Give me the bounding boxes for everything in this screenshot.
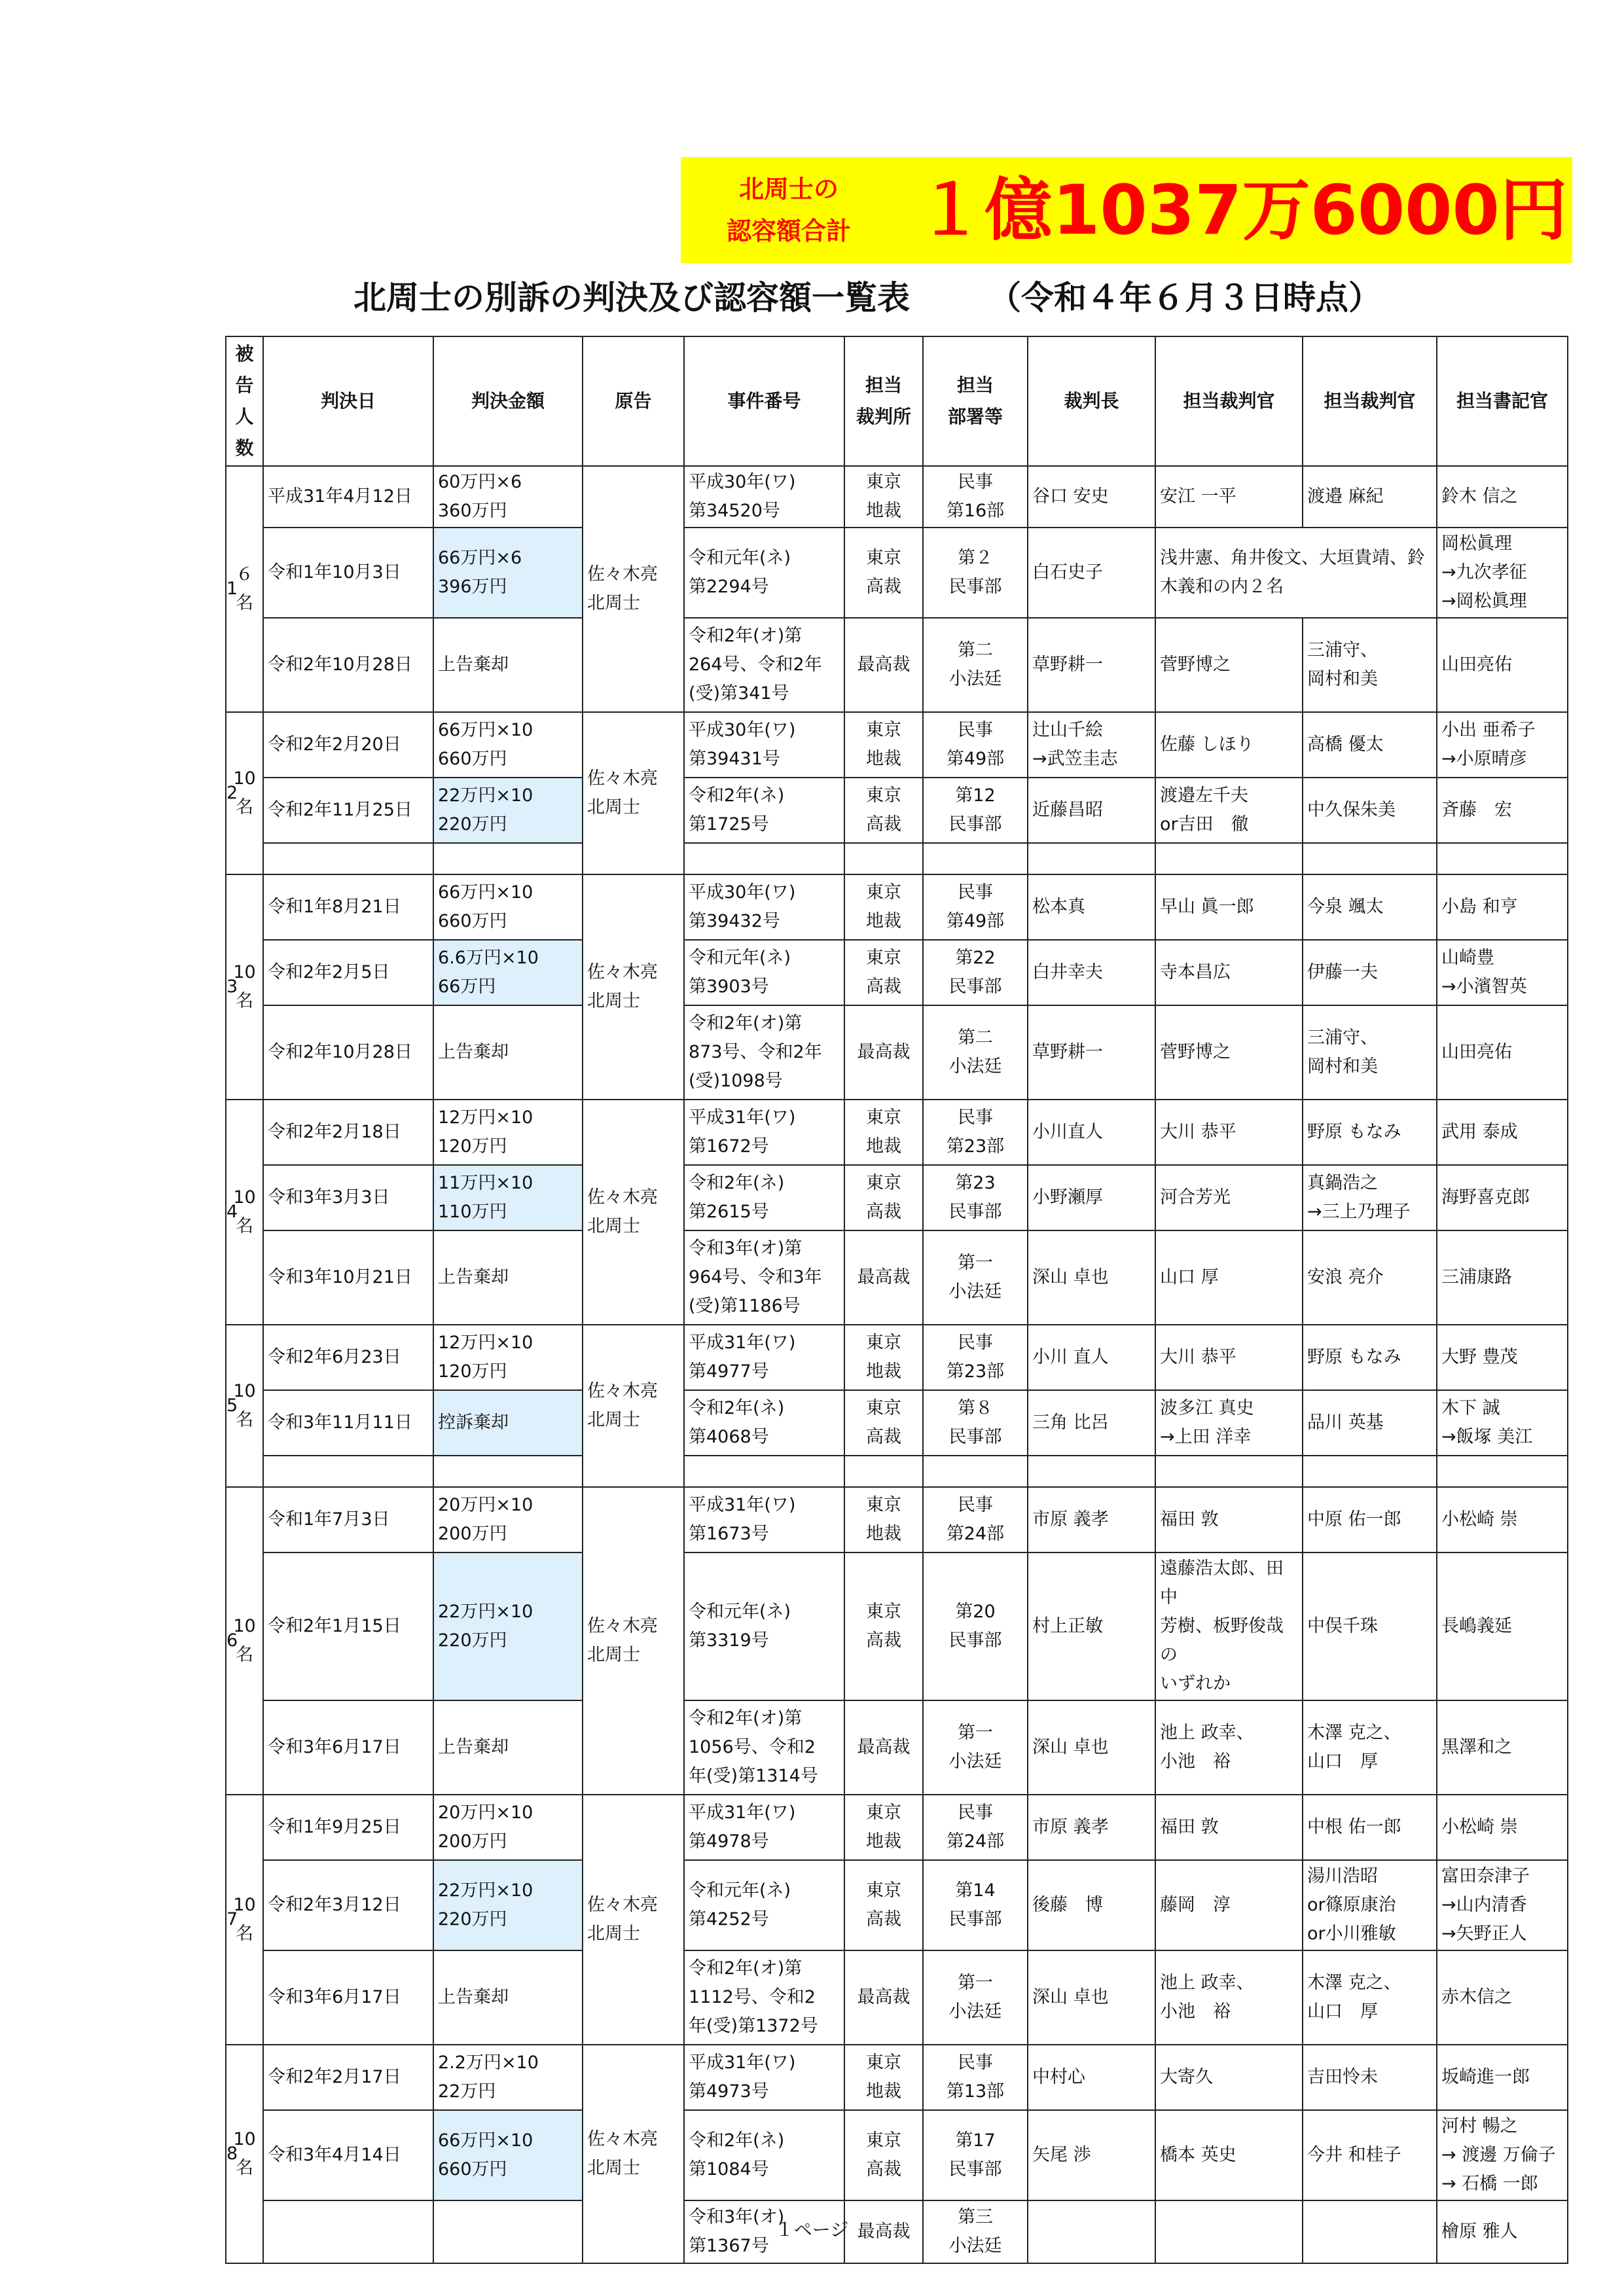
presiding-judge: 小川 直人 bbox=[1028, 1325, 1155, 1390]
presiding-judge: 草野耕一 bbox=[1028, 618, 1155, 712]
group-number: 2 bbox=[223, 712, 226, 874]
judgment-date: 令和3年4月14日 bbox=[263, 2110, 433, 2200]
table-row bbox=[223, 843, 1568, 874]
table-row bbox=[223, 1552, 1568, 1700]
judgment-amount: 上告棄却 bbox=[433, 1005, 583, 1100]
court: 東京 地裁 bbox=[844, 1487, 923, 1552]
group-number: 1 bbox=[223, 466, 226, 712]
plaintiff: 佐々木亮 北周士 bbox=[583, 874, 684, 1100]
header-plaintiff: 原告 bbox=[583, 336, 684, 466]
presiding-judge: 白石史子 bbox=[1028, 528, 1155, 618]
clerk: 岡松眞理 →九次孝征 →岡松眞理 bbox=[1437, 528, 1568, 618]
plaintiff: 佐々木亮 北周士 bbox=[583, 1795, 684, 2045]
clerk bbox=[1437, 1456, 1568, 1487]
clerk bbox=[1437, 843, 1568, 874]
division: 民事 第13部 bbox=[923, 2045, 1028, 2110]
presiding-judge: 谷口 安史 bbox=[1028, 466, 1155, 528]
clerk: 檜原 雅人 bbox=[1437, 2200, 1568, 2263]
header-division: 担当 部署等 bbox=[923, 336, 1028, 466]
assigned-judge-1: 福田 敦 bbox=[1155, 1795, 1303, 1860]
table-row bbox=[223, 1165, 1568, 1230]
assigned-judge-2: 野原 もなみ bbox=[1303, 1325, 1437, 1390]
assigned-judge-1: 安江 一平 bbox=[1155, 466, 1303, 528]
group-number: 7 bbox=[223, 1795, 226, 2045]
header-judge-1: 担当裁判官 bbox=[1155, 336, 1303, 466]
court: 最高裁 bbox=[844, 2200, 923, 2263]
clerk: 鈴木 信之 bbox=[1437, 466, 1568, 528]
court: 東京 高裁 bbox=[844, 528, 923, 618]
judgment-amount: 22万円×10 220万円 bbox=[433, 778, 583, 843]
assigned-judge-1: 大川 恭平 bbox=[1155, 1100, 1303, 1165]
table-row bbox=[223, 1860, 1568, 1950]
judgment-date: 令和2年2月17日 bbox=[263, 2045, 433, 2110]
judgment-amount: 上告棄却 bbox=[433, 1950, 583, 2045]
judgment-amount: 上告棄却 bbox=[433, 1700, 583, 1795]
judgment-date: 令和1年7月3日 bbox=[263, 1487, 433, 1552]
table-row bbox=[223, 778, 1568, 843]
group-number: 5 bbox=[223, 1325, 226, 1487]
clerk: 河村 暢之 → 渡邊 万倫子 → 石橋 一郎 bbox=[1437, 2110, 1568, 2200]
division: 第20 民事部 bbox=[923, 1552, 1028, 1700]
document-title-main: 北周士の別訴の判決及び認容額一覧表 bbox=[353, 279, 910, 317]
clerk: 木下 誠 →飯塚 美江 bbox=[1437, 1390, 1568, 1456]
clerk: 小松崎 崇 bbox=[1437, 1795, 1568, 1860]
court: 最高裁 bbox=[844, 1230, 923, 1325]
court: 東京 地裁 bbox=[844, 874, 923, 940]
table-row bbox=[223, 528, 1568, 618]
document-title-date: （令和４年６月３日時点） bbox=[988, 279, 1381, 317]
court: 東京 高裁 bbox=[844, 940, 923, 1005]
court: 東京 地裁 bbox=[844, 1325, 923, 1390]
division: 民事 第16部 bbox=[923, 466, 1028, 528]
plaintiff: 佐々木亮 北周士 bbox=[583, 1325, 684, 1487]
court: 東京 高裁 bbox=[844, 2110, 923, 2200]
judgment-amount bbox=[433, 1456, 583, 1487]
judgment-amount: 20万円×10 200万円 bbox=[433, 1487, 583, 1552]
header-court: 担当 裁判所 bbox=[844, 336, 923, 466]
case-number: 平成31年(ワ) 第1673号 bbox=[684, 1487, 844, 1552]
division: 第２ 民事部 bbox=[923, 528, 1028, 618]
case-number: 令和元年(ネ) 第3319号 bbox=[684, 1552, 844, 1700]
total-amount-value: １億1037万6000円 bbox=[916, 170, 1568, 250]
presiding-judge: 白井幸夫 bbox=[1028, 940, 1155, 1005]
judgment-date: 令和2年1月15日 bbox=[263, 1552, 433, 1700]
assigned-judge-2: 今井 和桂子 bbox=[1303, 2110, 1437, 2200]
presiding-judge: 辻山千絵 →武笠圭志 bbox=[1028, 712, 1155, 778]
presiding-judge: 深山 卓也 bbox=[1028, 1700, 1155, 1795]
group-number: 6 bbox=[223, 1487, 226, 1795]
division: 第22 民事部 bbox=[923, 940, 1028, 1005]
defendant-count: 10 名 bbox=[226, 874, 263, 1100]
presiding-judge: 小野瀬厚 bbox=[1028, 1165, 1155, 1230]
plaintiff: 佐々木亮 北周士 bbox=[583, 2045, 684, 2263]
case-number: 平成31年(ワ) 第4977号 bbox=[684, 1325, 844, 1390]
division: 第12 民事部 bbox=[923, 778, 1028, 843]
assigned-judge-1: 渡邉左千夫 or吉田 徹 bbox=[1155, 778, 1303, 843]
assigned-judge-1: 佐藤 しほり bbox=[1155, 712, 1303, 778]
case-number: 平成31年(ワ) 第1672号 bbox=[684, 1100, 844, 1165]
division bbox=[923, 1456, 1028, 1487]
division: 民事 第23部 bbox=[923, 1100, 1028, 1165]
group-number: 4 bbox=[223, 1100, 226, 1325]
assigned-judge-2: 吉田怜未 bbox=[1303, 2045, 1437, 2110]
judgment-amount: 上告棄却 bbox=[433, 1230, 583, 1325]
case-number: 令和2年(ネ) 第4068号 bbox=[684, 1390, 844, 1456]
header-clerk: 担当書記官 bbox=[1437, 336, 1568, 466]
defendant-count: 10 名 bbox=[226, 1795, 263, 2045]
clerk: 小松崎 崇 bbox=[1437, 1487, 1568, 1552]
judgment-date: 令和1年8月21日 bbox=[263, 874, 433, 940]
case-number: 令和3年(オ)第 964号、令和3年 (受)第1186号 bbox=[684, 1230, 844, 1325]
header-judgment-amount: 判決金額 bbox=[433, 336, 583, 466]
table-row bbox=[223, 1390, 1568, 1456]
table-row bbox=[223, 940, 1568, 1005]
assigned-judge-1: 藤岡 淳 bbox=[1155, 1860, 1303, 1950]
division: 民事 第49部 bbox=[923, 712, 1028, 778]
table-row bbox=[223, 1230, 1568, 1325]
table-row bbox=[223, 1795, 1568, 1860]
assigned-judge-2: 伊藤一夫 bbox=[1303, 940, 1437, 1005]
presiding-judge bbox=[1028, 843, 1155, 874]
presiding-judge: 小川直人 bbox=[1028, 1100, 1155, 1165]
table-row bbox=[223, 466, 1568, 528]
court: 東京 地裁 bbox=[844, 712, 923, 778]
assigned-judge-1: 河合芳光 bbox=[1155, 1165, 1303, 1230]
division: 第23 民事部 bbox=[923, 1165, 1028, 1230]
judgment-date: 令和2年11月25日 bbox=[263, 778, 433, 843]
judgment-date: 令和2年2月18日 bbox=[263, 1100, 433, 1165]
table-row bbox=[223, 1700, 1568, 1795]
judgment-date bbox=[263, 1456, 433, 1487]
judgment-date: 令和3年10月21日 bbox=[263, 1230, 433, 1325]
clerk: 大野 豊茂 bbox=[1437, 1325, 1568, 1390]
judgment-date: 令和3年6月17日 bbox=[263, 1700, 433, 1795]
table-row bbox=[223, 1950, 1568, 2045]
table-row bbox=[223, 874, 1568, 940]
verdict-table bbox=[223, 336, 1568, 2264]
judgment-amount: 11万円×10 110万円 bbox=[433, 1165, 583, 1230]
presiding-judge: 近藤昌昭 bbox=[1028, 778, 1155, 843]
judgment-date: 令和2年10月28日 bbox=[263, 1005, 433, 1100]
defendant-count: ６ 名 bbox=[226, 466, 263, 712]
division: 第三 小法廷 bbox=[923, 2200, 1028, 2263]
clerk: 三浦康路 bbox=[1437, 1230, 1568, 1325]
division: 第14 民事部 bbox=[923, 1860, 1028, 1950]
court: 東京 地裁 bbox=[844, 1100, 923, 1165]
judgment-amount: 上告棄却 bbox=[433, 618, 583, 712]
clerk: 坂崎進一郎 bbox=[1437, 2045, 1568, 2110]
clerk: 富田奈津子 →山内清香 →矢野正人 bbox=[1437, 1860, 1568, 1950]
defendant-count: 10 名 bbox=[226, 1325, 263, 1487]
defendant-count: 10 名 bbox=[226, 1100, 263, 1325]
clerk: 小島 和亨 bbox=[1437, 874, 1568, 940]
assigned-judge-2: 今泉 颯太 bbox=[1303, 874, 1437, 940]
judgment-amount: 22万円×10 220万円 bbox=[433, 1552, 583, 1700]
case-number: 令和2年(オ)第 1112号、令和2 年(受)第1372号 bbox=[684, 1950, 844, 2045]
assigned-judge-1: 寺本昌広 bbox=[1155, 940, 1303, 1005]
assigned-judge-2 bbox=[1303, 1456, 1437, 1487]
presiding-judge: 中村心 bbox=[1028, 2045, 1155, 2110]
table-row bbox=[223, 2110, 1568, 2200]
plaintiff: 佐々木亮 北周士 bbox=[583, 466, 684, 712]
total-amount-label: 北周士の 認容額合計 bbox=[726, 175, 851, 245]
assigned-judge-2: 中根 佑一郎 bbox=[1303, 1795, 1437, 1860]
plaintiff: 佐々木亮 北周士 bbox=[583, 1100, 684, 1325]
judgment-amount: 66万円×10 660万円 bbox=[433, 2110, 583, 2200]
clerk: 小出 亜希子 →小原晴彦 bbox=[1437, 712, 1568, 778]
judgment-amount: 22万円×10 220万円 bbox=[433, 1860, 583, 1950]
court: 最高裁 bbox=[844, 1005, 923, 1100]
division: 第二 小法廷 bbox=[923, 1005, 1028, 1100]
table-row bbox=[223, 712, 1568, 778]
defendant-count: 10 名 bbox=[226, 712, 263, 874]
group-number: 3 bbox=[223, 874, 226, 1100]
court: 最高裁 bbox=[844, 1700, 923, 1795]
assigned-judge-2: 中俣千珠 bbox=[1303, 1552, 1437, 1700]
defendant-count: 10 名 bbox=[226, 2045, 263, 2263]
division: 第一 小法廷 bbox=[923, 1950, 1028, 2045]
judgment-amount: 控訴棄却 bbox=[433, 1390, 583, 1456]
assigned-judge-2: 安浪 亮介 bbox=[1303, 1230, 1437, 1325]
table-row bbox=[223, 2045, 1568, 2110]
presiding-judge bbox=[1028, 1456, 1155, 1487]
judgment-amount: 66万円×10 660万円 bbox=[433, 874, 583, 940]
assigned-judge-1 bbox=[1155, 843, 1303, 874]
clerk: 長嶋義延 bbox=[1437, 1552, 1568, 1700]
total-amount-banner bbox=[681, 157, 1572, 263]
judgment-amount: 20万円×10 200万円 bbox=[433, 1795, 583, 1860]
assigned-judge-2: 湯川浩昭 or篠原康治 or小川雅敏 bbox=[1303, 1860, 1437, 1950]
division: 第一 小法廷 bbox=[923, 1700, 1028, 1795]
division: 民事 第49部 bbox=[923, 874, 1028, 940]
header-presiding-judge: 裁判長 bbox=[1028, 336, 1155, 466]
judgment-date: 令和2年2月5日 bbox=[263, 940, 433, 1005]
assigned-judge-1: 菅野博之 bbox=[1155, 618, 1303, 712]
division: 民事 第24部 bbox=[923, 1795, 1028, 1860]
assigned-judge-2: 真鍋浩之 →三上乃理子 bbox=[1303, 1165, 1437, 1230]
case-number bbox=[684, 1456, 844, 1487]
page-number: １ページ bbox=[775, 2219, 849, 2240]
presiding-judge: 草野耕一 bbox=[1028, 1005, 1155, 1100]
table-row bbox=[223, 618, 1568, 712]
presiding-judge: 深山 卓也 bbox=[1028, 1230, 1155, 1325]
table-header-row bbox=[223, 336, 1568, 466]
clerk: 山田亮佑 bbox=[1437, 618, 1568, 712]
defendant-count: 10 名 bbox=[226, 1487, 263, 1795]
assigned-judge-2: 三浦守、 岡村和美 bbox=[1303, 1005, 1437, 1100]
clerk: 斉藤 宏 bbox=[1437, 778, 1568, 843]
plaintiff: 佐々木亮 北周士 bbox=[583, 712, 684, 874]
header-defendant-count: 被告 人数 bbox=[226, 336, 263, 466]
presiding-judge: 三角 比呂 bbox=[1028, 1390, 1155, 1456]
assigned-judge-1: 大寄久 bbox=[1155, 2045, 1303, 2110]
assigned-judges: 浅井憲、角井俊文、大垣貴靖、鈴 木義和の内２名 bbox=[1155, 528, 1437, 618]
case-number: 令和3年(オ) 第1367号 bbox=[684, 2200, 844, 2263]
assigned-judge-2: 三浦守、 岡村和美 bbox=[1303, 618, 1437, 712]
division bbox=[923, 843, 1028, 874]
judgment-date: 令和1年10月3日 bbox=[263, 528, 433, 618]
case-number: 令和2年(オ)第 1056号、令和2 年(受)第1314号 bbox=[684, 1700, 844, 1795]
judgment-date: 令和3年6月17日 bbox=[263, 1950, 433, 2045]
judgment-amount: 6.6万円×10 66万円 bbox=[433, 940, 583, 1005]
judgment-amount: 66万円×6 396万円 bbox=[433, 528, 583, 618]
division: 第17 民事部 bbox=[923, 2110, 1028, 2200]
judgment-amount: 66万円×10 660万円 bbox=[433, 712, 583, 778]
division: 民事 第24部 bbox=[923, 1487, 1028, 1552]
assigned-judge-2 bbox=[1303, 843, 1437, 874]
assigned-judge-1: 池上 政幸、 小池 裕 bbox=[1155, 1950, 1303, 2045]
case-number: 令和2年(ネ) 第1084号 bbox=[684, 2110, 844, 2200]
table-row bbox=[223, 1100, 1568, 1165]
judgment-date: 令和2年6月23日 bbox=[263, 1325, 433, 1390]
header-judgment-date: 判決日 bbox=[263, 336, 433, 466]
court: 東京 地裁 bbox=[844, 466, 923, 528]
court: 東京 高裁 bbox=[844, 778, 923, 843]
division: 第一 小法廷 bbox=[923, 1230, 1028, 1325]
table-row bbox=[223, 1456, 1568, 1487]
plaintiff: 佐々木亮 北周士 bbox=[583, 1487, 684, 1795]
presiding-judge: 市原 義孝 bbox=[1028, 1487, 1155, 1552]
presiding-judge: 後藤 博 bbox=[1028, 1860, 1155, 1950]
judgment-amount bbox=[433, 843, 583, 874]
assigned-judge-1 bbox=[1155, 1456, 1303, 1487]
presiding-judge: 市原 義孝 bbox=[1028, 1795, 1155, 1860]
presiding-judge: 矢尾 渉 bbox=[1028, 2110, 1155, 2200]
assigned-judge-1: 波多江 真史 →上田 洋幸 bbox=[1155, 1390, 1303, 1456]
judgment-amount: 60万円×6 360万円 bbox=[433, 466, 583, 528]
case-number: 平成30年(ワ) 第39432号 bbox=[684, 874, 844, 940]
header-judge-2: 担当裁判官 bbox=[1303, 336, 1437, 466]
division: 第８ 民事部 bbox=[923, 1390, 1028, 1456]
case-number: 令和2年(ネ) 第1725号 bbox=[684, 778, 844, 843]
assigned-judge-1: 池上 政幸、 小池 裕 bbox=[1155, 1700, 1303, 1795]
clerk: 海野喜克郎 bbox=[1437, 1165, 1568, 1230]
clerk: 武用 泰成 bbox=[1437, 1100, 1568, 1165]
presiding-judge: 松本真 bbox=[1028, 874, 1155, 940]
case-number: 令和2年(ネ) 第2615号 bbox=[684, 1165, 844, 1230]
table-row bbox=[223, 1325, 1568, 1390]
judgment-date: 令和3年11月11日 bbox=[263, 1390, 433, 1456]
court: 東京 高裁 bbox=[844, 1860, 923, 1950]
court bbox=[844, 843, 923, 874]
division: 第二 小法廷 bbox=[923, 618, 1028, 712]
assigned-judge-2: 渡邉 麻紀 bbox=[1303, 466, 1437, 528]
judgment-date: 令和1年9月25日 bbox=[263, 1795, 433, 1860]
judgment-amount: 12万円×10 120万円 bbox=[433, 1100, 583, 1165]
judgment-amount: 2.2万円×10 22万円 bbox=[433, 2045, 583, 2110]
presiding-judge: 村上正敏 bbox=[1028, 1552, 1155, 1700]
table-row bbox=[223, 1487, 1568, 1552]
division: 民事 第23部 bbox=[923, 1325, 1028, 1390]
assigned-judge-1: 菅野博之 bbox=[1155, 1005, 1303, 1100]
court bbox=[844, 1456, 923, 1487]
case-number: 平成30年(ワ) 第34520号 bbox=[684, 466, 844, 528]
judgment-date: 令和2年2月20日 bbox=[263, 712, 433, 778]
assigned-judge-2: 高橋 優太 bbox=[1303, 712, 1437, 778]
case-number: 令和2年(オ)第 264号、令和2年 (受)第341号 bbox=[684, 618, 844, 712]
judgment-date: 平成31年4月12日 bbox=[263, 466, 433, 528]
presiding-judge: 深山 卓也 bbox=[1028, 1950, 1155, 2045]
group-number: 8 bbox=[223, 2045, 226, 2263]
assigned-judge-2: 中原 佑一郎 bbox=[1303, 1487, 1437, 1552]
case-number: 令和元年(ネ) 第3903号 bbox=[684, 940, 844, 1005]
assigned-judge-1: 橋本 英史 bbox=[1155, 2110, 1303, 2200]
assigned-judge-1: 大川 恭平 bbox=[1155, 1325, 1303, 1390]
judgment-date: 令和2年10月28日 bbox=[263, 618, 433, 712]
assigned-judge-1: 山口 厚 bbox=[1155, 1230, 1303, 1325]
clerk: 赤木信之 bbox=[1437, 1950, 1568, 2045]
court: 東京 地裁 bbox=[844, 1795, 923, 1860]
assigned-judge-1: 早山 眞一郎 bbox=[1155, 874, 1303, 940]
clerk: 山崎豊 →小濱智英 bbox=[1437, 940, 1568, 1005]
assigned-judge-2: 中久保朱美 bbox=[1303, 778, 1437, 843]
header-case-number: 事件番号 bbox=[684, 336, 844, 466]
document-title bbox=[353, 275, 1492, 321]
assigned-judge-2: 木澤 克之、 山口 厚 bbox=[1303, 1950, 1437, 2045]
court: 最高裁 bbox=[844, 1950, 923, 2045]
case-number bbox=[684, 843, 844, 874]
court: 東京 高裁 bbox=[844, 1552, 923, 1700]
clerk: 山田亮佑 bbox=[1437, 1005, 1568, 1100]
case-number: 平成31年(ワ) 第4978号 bbox=[684, 1795, 844, 1860]
case-number: 令和2年(オ)第 873号、令和2年 (受)1098号 bbox=[684, 1005, 844, 1100]
court: 東京 高裁 bbox=[844, 1390, 923, 1456]
table-body bbox=[223, 466, 1568, 2263]
assigned-judge-1: 福田 敦 bbox=[1155, 1487, 1303, 1552]
assigned-judge-1: 遠藤浩太郎、田中 芳樹、板野俊哉の いずれか bbox=[1155, 1552, 1303, 1700]
table-row bbox=[223, 1005, 1568, 1100]
court: 最高裁 bbox=[844, 618, 923, 712]
court: 東京 地裁 bbox=[844, 2045, 923, 2110]
judgment-date: 令和3年3月3日 bbox=[263, 1165, 433, 1230]
clerk: 黒澤和之 bbox=[1437, 1700, 1568, 1795]
assigned-judge-2: 野原 もなみ bbox=[1303, 1100, 1437, 1165]
assigned-judge-2: 品川 英基 bbox=[1303, 1390, 1437, 1456]
judgment-date bbox=[263, 843, 433, 874]
court: 東京 高裁 bbox=[844, 1165, 923, 1230]
judgment-date: 令和2年3月12日 bbox=[263, 1860, 433, 1950]
case-number: 令和元年(ネ) 第2294号 bbox=[684, 528, 844, 618]
case-number: 令和元年(ネ) 第4252号 bbox=[684, 1860, 844, 1950]
judgment-amount: 12万円×10 120万円 bbox=[433, 1325, 583, 1390]
assigned-judge-2: 木澤 克之、 山口 厚 bbox=[1303, 1700, 1437, 1795]
case-number: 平成31年(ワ) 第4973号 bbox=[684, 2045, 844, 2110]
case-number: 平成30年(ワ) 第39431号 bbox=[684, 712, 844, 778]
